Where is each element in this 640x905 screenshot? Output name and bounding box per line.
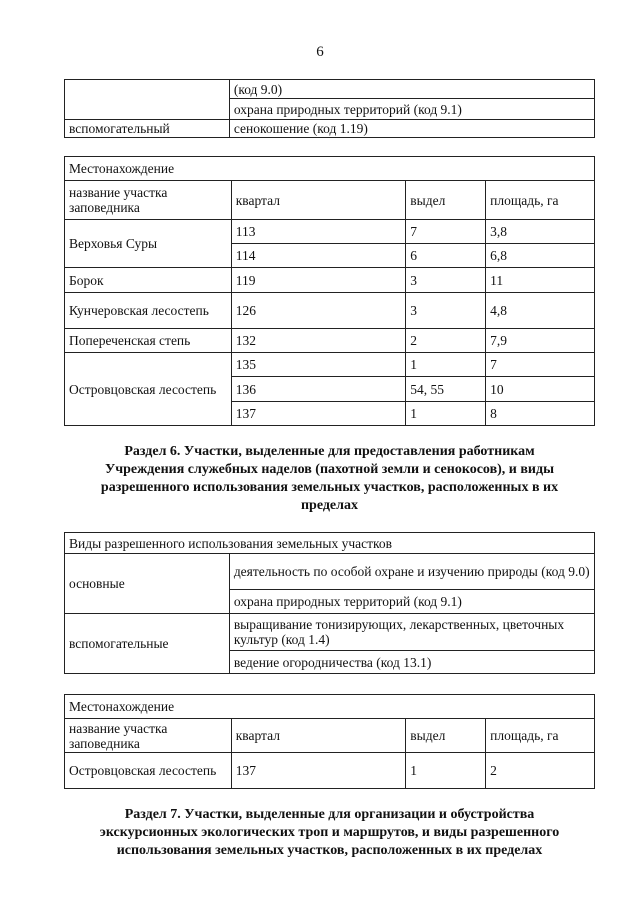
- table-cell: вспомогательный: [65, 120, 230, 138]
- table-cell: 137: [231, 402, 406, 426]
- table-cell: 8: [486, 402, 595, 426]
- table-cell: 1: [406, 753, 486, 789]
- table-cell: 136: [231, 377, 406, 402]
- table-cell: 6: [406, 244, 486, 268]
- heading-line: экскурсионных экологических троп и маршрутов, и виды разрешенного: [99, 825, 560, 840]
- site-name: Кунчеровская лесостепь: [65, 293, 232, 329]
- table-cell: 1: [406, 353, 486, 377]
- table-cell: 54, 55: [406, 377, 486, 402]
- column-header: название участка заповедника: [65, 719, 232, 753]
- site-name: Борок: [65, 268, 232, 293]
- table-cell: 113: [231, 220, 406, 244]
- table-cell: (код 9.0): [229, 80, 594, 99]
- table-cell: 2: [486, 753, 595, 789]
- section-7-heading: [64, 806, 595, 860]
- section-6-heading: [64, 443, 595, 515]
- column-header: выдел: [406, 181, 486, 220]
- heading-line: Раздел 6. Участки, выделенные для предоставления работникам: [124, 444, 535, 459]
- table-cell: 3: [406, 268, 486, 293]
- table-cell: 7,9: [486, 329, 595, 353]
- table-cell: 132: [231, 329, 406, 353]
- column-header: название участка заповедника: [65, 181, 232, 220]
- table-cell: 126: [231, 293, 406, 329]
- column-header: площадь, га: [486, 719, 595, 753]
- table-cell: 119: [231, 268, 406, 293]
- page-number: 6: [316, 44, 324, 60]
- table-cell: 4,8: [486, 293, 595, 329]
- table-title: Виды разрешенного использования земельных участков: [65, 533, 595, 554]
- table-cell: охрана природных территорий (код 9.1): [229, 99, 594, 120]
- table-cell: 114: [231, 244, 406, 268]
- heading-line: Раздел 7. Участки, выделенные для организации и обустройства: [124, 807, 535, 822]
- site-name: Верховья Суры: [65, 220, 232, 268]
- table-cell: 135: [231, 353, 406, 377]
- table-cell: сенокошение (код 1.19): [229, 120, 594, 138]
- table-title: Местонахождение: [65, 695, 595, 719]
- use-category-aux: вспомогательные: [65, 614, 230, 674]
- table-cell: охрана природных территорий (код 9.1): [229, 590, 594, 614]
- table-cell: [65, 80, 230, 120]
- table-cell: 1: [406, 402, 486, 426]
- table-cell: 11: [486, 268, 595, 293]
- heading-line: пределах: [300, 498, 359, 513]
- table-cell: 137: [231, 753, 406, 789]
- location-table-1: [64, 156, 595, 426]
- table-cell: 7: [486, 353, 595, 377]
- use-table-continuation: [64, 79, 595, 138]
- site-name: Островцовская лесостепь: [65, 753, 232, 789]
- location-table-2: [64, 694, 595, 789]
- heading-line: Учреждения служебных наделов (пахотной земли и сенокосов), и виды: [104, 462, 555, 477]
- site-name: Островцовская лесостепь: [65, 353, 232, 426]
- use-category-main: основные: [65, 554, 230, 614]
- table-cell: выращивание тонизирующих, лекарственных, цветочных культур (код 1.4): [229, 614, 594, 651]
- table-cell: деятельность по особой охране и изучению природы (код 9.0): [229, 554, 594, 590]
- use-types-table: [64, 532, 595, 674]
- table-title: Местонахождение: [65, 157, 595, 181]
- table-cell: 3,8: [486, 220, 595, 244]
- column-header: выдел: [406, 719, 486, 753]
- table-cell: 7: [406, 220, 486, 244]
- column-header: квартал: [231, 181, 406, 220]
- site-name: Попереченская степь: [65, 329, 232, 353]
- table-cell: 6,8: [486, 244, 595, 268]
- table-cell: 2: [406, 329, 486, 353]
- column-header: площадь, га: [486, 181, 595, 220]
- table-cell: 3: [406, 293, 486, 329]
- heading-line: разрешенного использования земельных участков, расположенных в их: [100, 480, 559, 495]
- heading-line: использования земельных участков, расположенных в их пределах: [116, 843, 543, 858]
- column-header: квартал: [231, 719, 406, 753]
- table-cell: ведение огородничества (код 13.1): [229, 651, 594, 674]
- table-cell: 10: [486, 377, 595, 402]
